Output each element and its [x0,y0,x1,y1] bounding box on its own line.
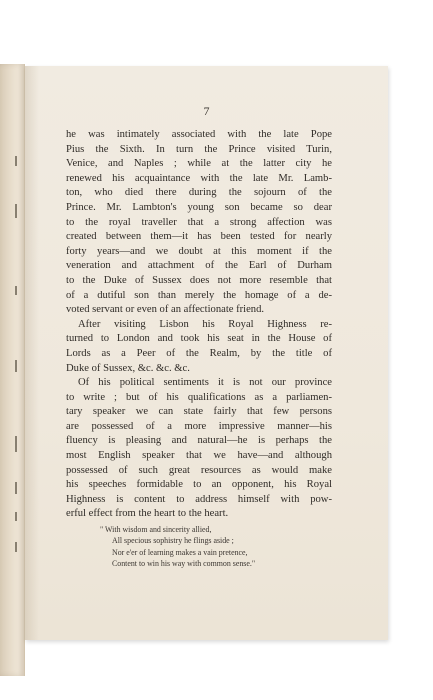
book-binding-edge [0,64,25,676]
text-line: Duke of Sussex, &c. &c. &c. [66,362,190,374]
text-line: voted servant or even of an affectionate friend. [66,304,265,316]
binding-mark [15,360,17,372]
text-line: fluency is pleasing and natural—he is perhaps the [66,435,332,447]
verse-line: Content to win his way with common sense." [112,559,256,569]
binding-mark [15,436,17,452]
text-line: erful effect from the heart to the heart. [66,508,229,520]
book-page [25,66,388,640]
binding-mark [15,482,17,494]
text-line: possessed of such great resources as would make [66,464,332,476]
verse-line: " With wisdom and sincerity allied, [100,525,212,534]
text-line: Of his political sentiments it is not our province [78,377,332,389]
text-line: his speeches formidable to an opponent, his Royal [66,479,332,491]
text-line: are possessed of a more impressive manner—his [66,420,332,432]
text-line: to the royal traveller that a strong affection was [66,216,332,228]
text-line: of a dutiful son than merely the homage of a de- [66,289,332,301]
text-line: Highness is content to address himself with pow- [66,493,332,505]
verse-quotation [100,524,340,570]
text-line: ton, who died there during the sojourn of the [66,187,332,199]
binding-mark [15,512,17,521]
text-line: Pius the Sixth. In turn the Prince visited Turin, [66,143,332,155]
binding-mark [15,542,17,552]
text-line: After visiting Lisbon his Royal Highness re- [78,318,332,330]
text-line: to the Duke of Sussex does not more resemble that [66,274,332,286]
text-line: tary speaker we can state fairly that few persons [66,406,332,418]
text-line: created between them—it has been tested for nearly [66,231,332,243]
text-line: renewed his acquaintance with the late Mr. Lamb- [66,172,332,184]
binding-mark [15,156,17,166]
text-line: veneration and attachment of the Earl of Durham [66,260,332,272]
text-line: Venice, and Naples ; while at the latter city he [66,158,332,170]
text-line: turned to London and took his seat in the House of [66,333,332,345]
text-line: he was intimately associated with the late Pope [66,129,332,140]
verse-line: All specious sophistry he flings aside ; [112,536,234,546]
text-line: to write ; but of his qualifications as a parliamen- [66,391,332,403]
text-line: most English speaker that we have—and although [66,450,332,462]
binding-mark [15,204,17,218]
body-text [66,128,332,522]
page-number: 7 [203,104,210,118]
text-line: forty years—and we doubt at this moment if the [66,245,332,257]
verse-line: Nor e'er of learning makes a vain pretence, [112,547,248,557]
text-line: Prince. Mr. Lambton's young son became so dear [66,201,332,213]
text-line: Lords as a Peer of the Realm, by the title of [66,347,332,359]
binding-mark [15,286,17,295]
